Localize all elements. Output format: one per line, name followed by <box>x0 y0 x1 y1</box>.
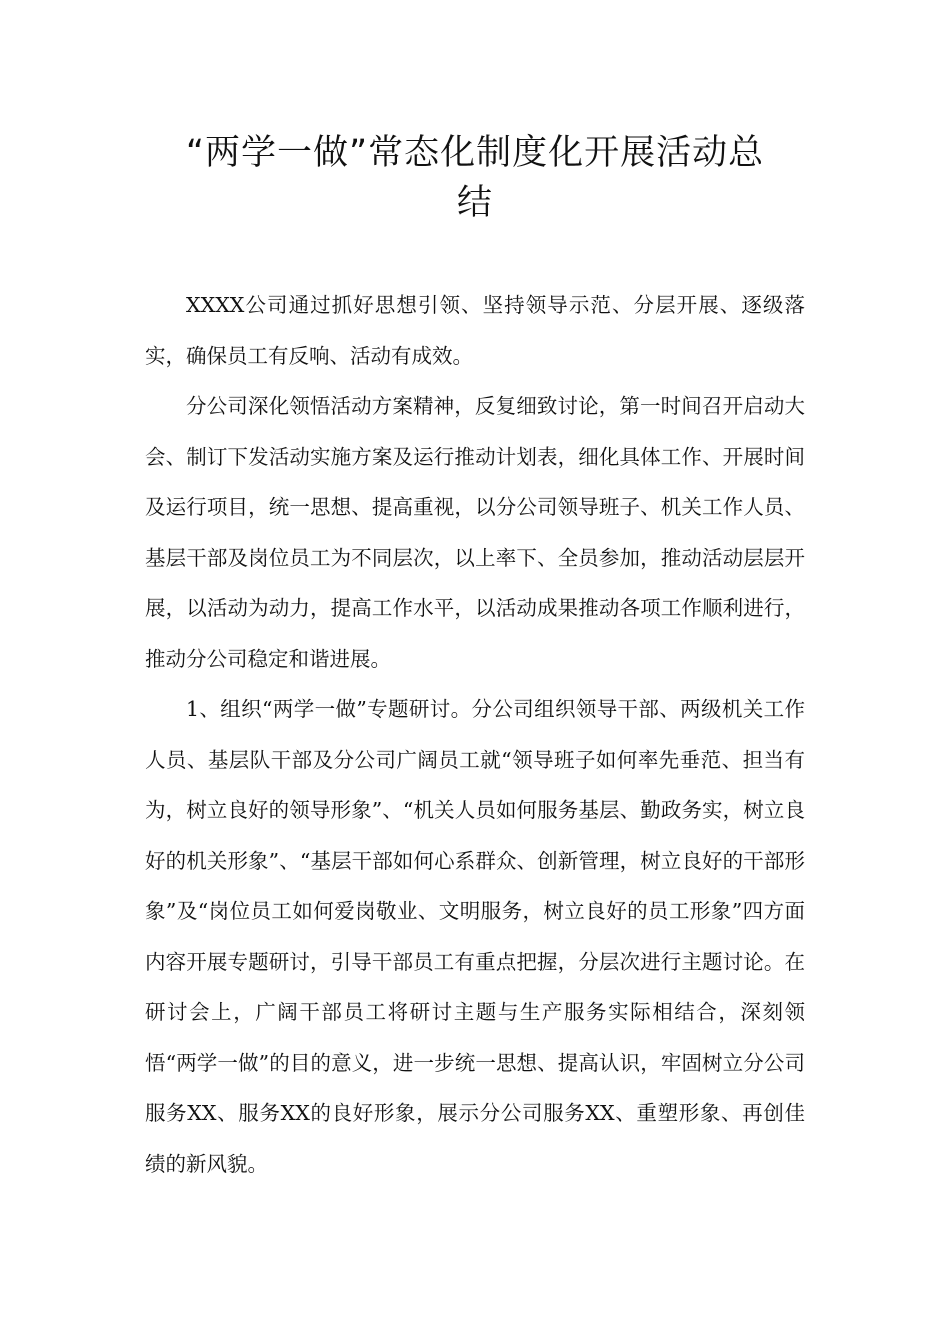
paragraph-intro: XXXX公司通过抓好思想引领、坚持领导示范、分层开展、逐级落实，确保员工有反响、活动有成效。 <box>145 293 805 368</box>
document-title-line-1: “两学一做”常态化制度化开展活动总 <box>185 133 765 173</box>
document-title <box>0 128 950 228</box>
paragraph-item-1: 1、组织“两学一做”专题研讨。分公司组织领导干部、两级机关工作人员、基层队干部及分公司广阔员工就“领导班子如何率先垂范、担当有为，树立良好的领导形象”、“机关人员如何服务基层、勤政务实，树立良好的机关形象”、“基层干部如何心系群众、创新管理，树立良好的干部形象”及“岗位员工如何爱岗敬业、文明服务，树立良好的员工形象”四方面内容开展专题研讨，引导干部员工有重点把握，分层次进行主题讨论。在研讨会上，广阔干部员工将研讨主题与生产服务实际相结合，深刻领悟“两学一做”的目的意义，进一步统一思想、提高认识，牢固树立分公司服务XX、服务XX的良好形象，展示分公司服务XX、重塑形象、再创佳绩的新风貌。 <box>145 697 805 1176</box>
paragraph-overview: 分公司深化领悟活动方案精神，反复细致讨论，第一时间召开启动大会、制订下发活动实施方案及运行推动计划表，细化具体工作、开展时间及运行项目，统一思想、提高重视，以分公司领导班子、机关工作人员、基层干部及岗位员工为不同层次，以上率下、全员参加，推动活动层层开展，以活动为动力，提高工作水平，以活动成果推动各项工作顺利进行，推动分公司稳定和谐进展。 <box>145 394 805 671</box>
document-body <box>145 280 805 1189</box>
document-title-line-2: 结 <box>456 183 493 223</box>
